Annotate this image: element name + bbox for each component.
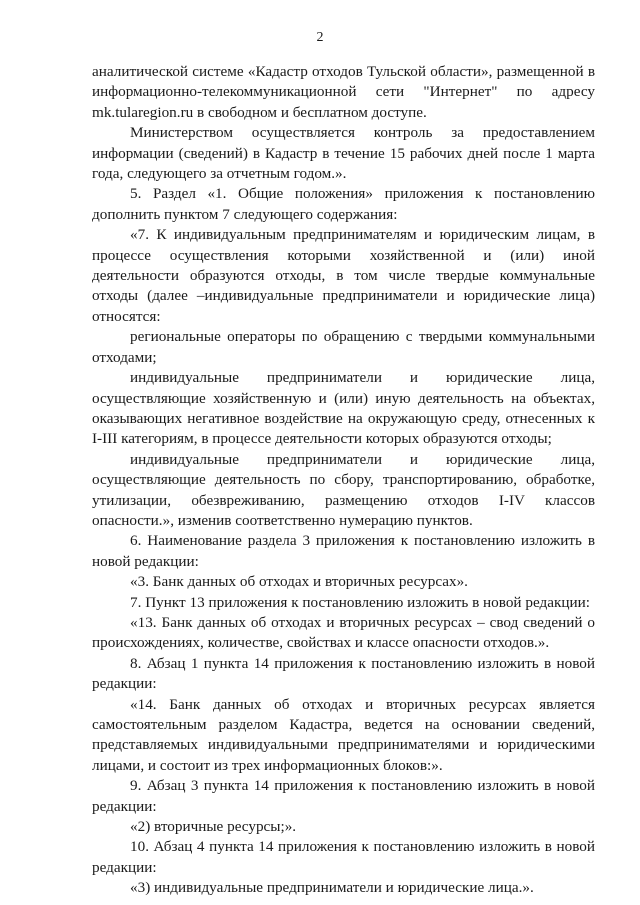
paragraph: «13. Банк данных об отходах и вторичных ресурсах – свод сведений о происхождениях, количестве, свойствах и классе опасности отходов.».: [92, 613, 595, 652]
paragraph: 6. Наименование раздела 3 приложения к постановлению изложить в новой редакции:: [92, 532, 595, 570]
paragraph: «3) индивидуальные предприниматели и юридические лица.».: [130, 879, 534, 897]
paragraph: 8. Абзац 1 пункта 14 приложения к постановлению изложить в новой редакции:: [92, 654, 595, 693]
paragraph: «3. Банк данных об отходах и вторичных ресурсах».: [130, 573, 468, 591]
paragraph: «7. К индивидуальным предпринимателям и юридическим лицам, в процессе осуществления которыми хозяйственной и (или) иной деятельности образуются отходы, в том числе твердые коммунальные отходы (далее –индивидуальные предприниматели и юридические лица) относятся:: [92, 226, 595, 325]
paragraph: Министерством осуществляется контроль за предоставлением информации (сведений) в Кадастр в течение 15 рабочих дней после 1 марта года, следующего за отчетным годом.».: [92, 124, 595, 183]
paragraph: региональные операторы по обращению с твердыми коммунальными отходами;: [92, 328, 595, 366]
paragraph: 7. Пункт 13 приложения к постановлению изложить в новой редакции:: [130, 593, 590, 611]
paragraph: «14. Банк данных об отходах и вторичных ресурсах является самостоятельным разделом Кадастра, ведется на основании сведений, представляемых индивидуальными предпринимателями и юридическими лицами, и состоит из трех информационных блоков:».: [92, 695, 595, 774]
document-body: [92, 62, 595, 899]
paragraph: аналитической системе «Кадастр отходов Тульской области», размещенной в информационно-телекоммуникационной сети "Интернет" по адресу mk.tularegion.ru в свободном и бесплатном доступе.: [92, 63, 595, 121]
paragraph: индивидуальные предприниматели и юридические лица, осуществляющие деятельность по сбору, транспортированию, обработке, утилизации, обезвреживанию, размещению отходов I-IV классов опасности.», изменив соответственно нумерацию пунктов.: [92, 450, 595, 529]
paragraph: «2) вторичные ресурсы;».: [130, 818, 297, 836]
paragraph: 5. Раздел «1. Общие положения» приложения к постановлению дополнить пунктом 7 следующего содержания:: [92, 185, 595, 223]
paragraph: индивидуальные предприниматели и юридические лица, осуществляющие хозяйственную и (или) иную деятельность на объектах, оказывающих негативное воздействие на окружающую среду, отнесенных к I-III категориям, в процессе деятельности которых образуются отходы;: [92, 369, 595, 448]
paragraph: 9. Абзац 3 пункта 14 приложения к постановлению изложить в новой редакции:: [92, 777, 595, 815]
paragraph: 10. Абзац 4 пункта 14 приложения к постановлению изложить в новой редакции:: [92, 838, 595, 876]
page-number: 2: [316, 30, 324, 45]
